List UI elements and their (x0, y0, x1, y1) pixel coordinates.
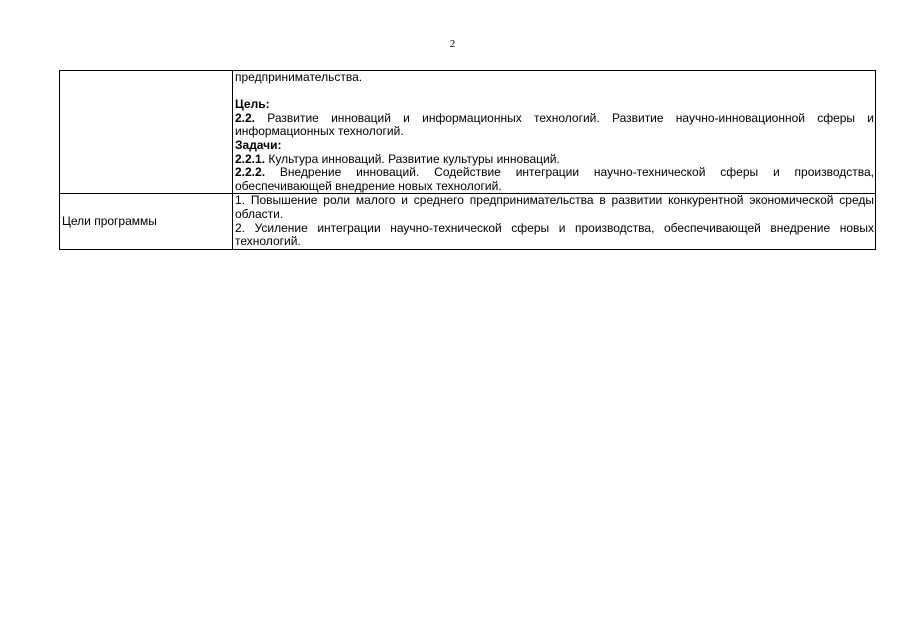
row-content-tasks (233, 71, 876, 194)
task-2-number: 2.2.2. (235, 165, 266, 180)
program-table (59, 70, 876, 250)
program-goal-1: 1. Повышение роли малого и среднего предпринимательства в развитии конкурентной экономической среды области. (235, 193, 874, 221)
continuation-text: предпринимательства. (235, 70, 363, 84)
table-row (60, 71, 876, 194)
row-content-goals (233, 194, 876, 249)
goal-text: Развитие инноваций и информационных технологий. Развитие научно-инновационной сферы и информационных технологий. (235, 110, 874, 139)
task-1-paragraph (235, 153, 874, 167)
page-number: 2 (449, 38, 456, 50)
goal-number: 2.2. (235, 110, 256, 125)
task-2-text: Внедрение инноваций. Содействие интеграции научно-технической сферы и производства, обеспечивающей внедрение новых технологий. (235, 165, 874, 193)
row-label-empty (60, 71, 233, 194)
task-1-number: 2.2.1. (235, 151, 266, 166)
program-goal-2: 2. Усиление интеграции научно-технической сферы и производства, обеспечивающей внедрение новых технологий. (235, 220, 874, 249)
blank-line (235, 85, 874, 99)
goal-paragraph (235, 112, 874, 139)
goal-heading: Цель: (235, 97, 270, 112)
task-1-text: Культура инноваций. Развитие культуры инноваций. (265, 151, 560, 166)
row-label-goals: Цели программы (60, 194, 233, 249)
tasks-heading: Задачи: (235, 137, 282, 152)
task-2-paragraph (235, 166, 874, 193)
table-row (60, 194, 876, 249)
